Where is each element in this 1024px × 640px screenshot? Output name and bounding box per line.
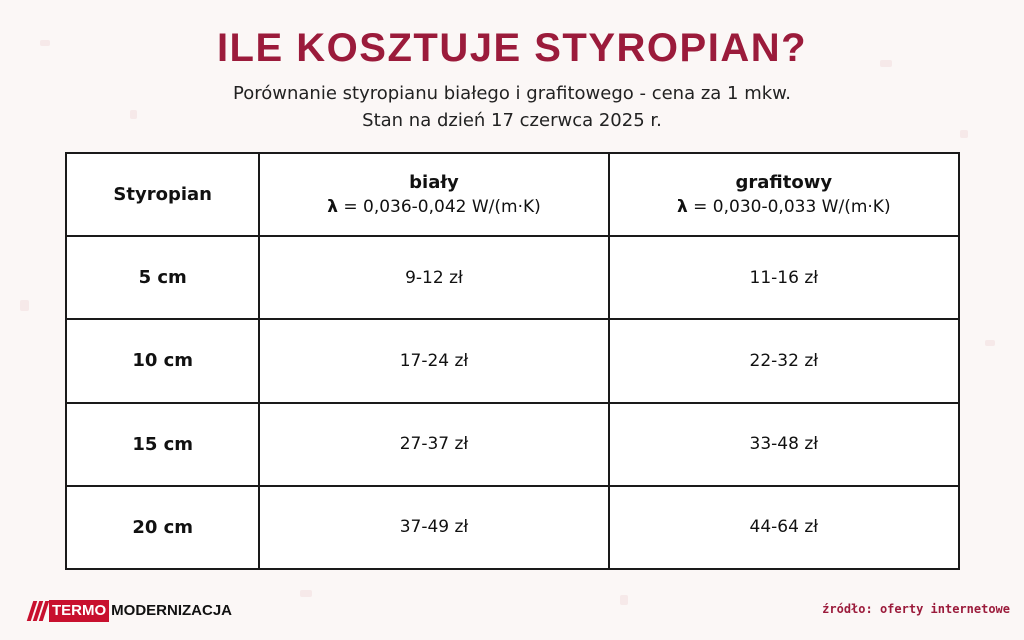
cell-thickness <box>66 319 259 402</box>
logo-text-modernizacja: MODERNIZACJA <box>111 602 233 619</box>
table-row <box>66 403 959 486</box>
table-row <box>66 486 959 569</box>
lambda-symbol: λ <box>676 196 688 217</box>
header-graphite-lambda <box>610 195 958 219</box>
subtitle <box>0 80 1024 134</box>
cell-thickness <box>66 486 259 569</box>
table-header-row <box>66 153 959 236</box>
header-styropian-label: Styropian <box>113 184 212 205</box>
source-note: źródło: oferty internetowe <box>822 602 1010 616</box>
termomodernizacja-logo <box>30 600 232 622</box>
thickness-label: 15 cm <box>132 433 194 455</box>
cell-thickness <box>66 403 259 486</box>
header-white <box>259 153 608 236</box>
lambda-symbol: λ <box>327 196 338 217</box>
header-graphite-name: grafitowy <box>735 171 833 193</box>
table-row <box>66 236 959 319</box>
header-white-lambda <box>260 195 607 219</box>
background-speck <box>20 300 29 311</box>
table-row <box>66 319 959 402</box>
cell-graphite-price: 22-32 zł <box>609 319 959 402</box>
logo-text-termo: TERMO <box>49 600 109 622</box>
cell-graphite-price: 44-64 zł <box>609 486 959 569</box>
header-styropian <box>66 153 259 236</box>
cell-graphite-price: 33-48 zł <box>609 403 959 486</box>
header-graphite-lambda-value: = 0,030-0,033 W/(m·K) <box>687 196 891 217</box>
cell-thickness <box>66 236 259 319</box>
subtitle-line-2: Stan na dzień 17 czerwca 2025 r. <box>362 110 662 131</box>
header-graphite <box>609 153 959 236</box>
cell-graphite-price: 11-16 zł <box>609 236 959 319</box>
cell-white-price: 9-12 zł <box>259 236 608 319</box>
header-white-name: biały <box>409 171 459 193</box>
header-white-lambda-value: = 0,036-0,042 W/(m·K) <box>337 196 541 217</box>
background-speck <box>620 595 628 605</box>
cell-white-price: 37-49 zł <box>259 486 608 569</box>
logo-stripes-icon <box>30 601 46 621</box>
background-speck <box>300 590 312 597</box>
page-title: ILE KOSZTUJE STYROPIAN? <box>216 26 808 70</box>
background-speck <box>985 340 995 346</box>
cell-white-price: 27-37 zł <box>259 403 608 486</box>
thickness-label: 5 cm <box>138 267 187 289</box>
subtitle-line-1: Porównanie styropianu białego i grafitowego - cena za 1 mkw. <box>233 83 791 104</box>
cell-white-price: 17-24 zł <box>259 319 608 402</box>
thickness-label: 10 cm <box>132 350 194 372</box>
thickness-label: 20 cm <box>132 516 194 538</box>
price-table <box>65 152 960 570</box>
